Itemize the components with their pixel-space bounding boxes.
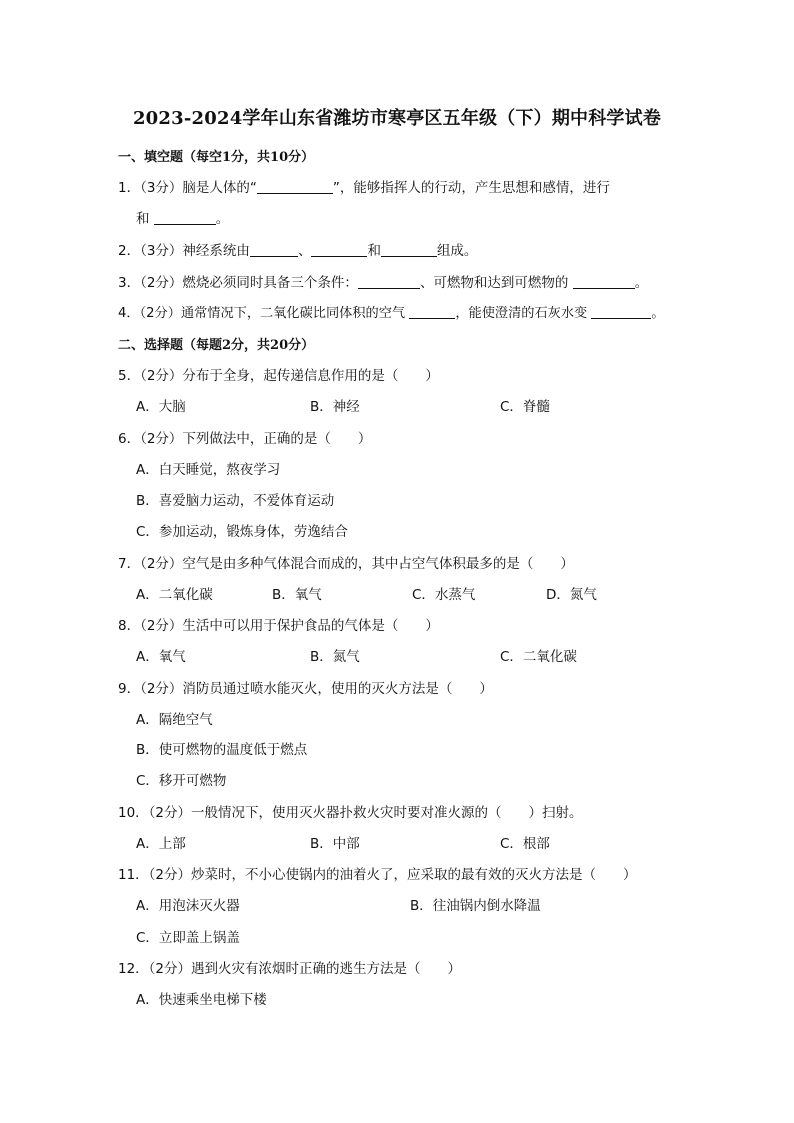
q9-option-c[interactable]: C．移开可燃物 — [136, 773, 227, 789]
q8-option-b[interactable]: B．氮气 — [310, 649, 360, 665]
q5-option-c[interactable]: C．脊髓 — [500, 399, 550, 415]
q7-option-c[interactable]: C．水蒸气 — [412, 587, 476, 603]
q2-text-d: 组成。 — [436, 243, 478, 259]
q5-option-b[interactable]: B．神经 — [310, 399, 360, 415]
q7-option-b[interactable]: B．氧气 — [272, 587, 322, 603]
q4-text-b: ，能使澄清的石灰水变 — [455, 306, 588, 321]
q10-option-c[interactable]: C．根部 — [500, 836, 550, 852]
q8-option-c[interactable]: C．二氧化碳 — [500, 649, 577, 665]
page-title: 2023-2024学年山东省潍坊市寒亭区五年级（下）期中科学试卷 — [132, 108, 662, 129]
q4-text-a: 4．（2分）通常情况下，二氧化碳比同体积的空气 — [118, 306, 406, 321]
question-11: 11．（2分）炒菜时，不小心使锅内的油着火了，应采取的最有效的灭火方法是（ ） — [118, 867, 637, 883]
q2-blank-1[interactable] — [250, 242, 298, 257]
q1-blank-2[interactable] — [154, 210, 216, 225]
q6-option-c[interactable]: C．参加运动，锻炼身体，劳逸结合 — [136, 524, 348, 540]
q4-text-c: 。 — [651, 306, 665, 321]
q2-text-b: 、 — [297, 243, 312, 259]
q1-text-c: 和 — [136, 211, 150, 227]
question-9: 9．（2分）消防员通过喷水能灭火，使用的灭火方法是（ ） — [118, 681, 493, 697]
q9-option-a[interactable]: A．隔绝空气 — [136, 712, 213, 728]
section-fill-blank: 一、填空题（每空1分，共10分） — [118, 150, 315, 165]
question-8: 8．（2分）生活中可以用于保护食品的气体是（ ） — [118, 618, 439, 634]
q10-option-b[interactable]: B．中部 — [310, 836, 360, 852]
q12-option-a[interactable]: A．快速乘坐电梯下楼 — [136, 992, 267, 1008]
q1-blank-1[interactable] — [257, 179, 333, 194]
question-12: 12．（2分）遇到火灾有浓烟时正确的逃生方法是（ ） — [118, 961, 462, 977]
question-2 — [118, 239, 477, 259]
q6-option-b[interactable]: B．喜爱脑力运动，不爱体育运动 — [136, 493, 335, 509]
question-7: 7．（2分）空气是由多种气体混合而成的，其中占空气体积最多的是（ ） — [118, 556, 574, 572]
q11-option-a[interactable]: A．用泡沫灭火器 — [136, 898, 240, 914]
question-6: 6．（2分）下列做法中，正确的是（ ） — [118, 431, 372, 447]
q7-option-d[interactable]: D．氮气 — [546, 587, 597, 603]
q3-blank-2[interactable] — [573, 274, 635, 289]
q2-blank-2[interactable] — [311, 242, 367, 257]
q1-text-a: 1．（3分）脑是人体的“ — [118, 180, 257, 196]
q7-option-a[interactable]: A．二氧化碳 — [136, 587, 213, 603]
question-5: 5．（2分）分布于全身，起传递信息作用的是（ ） — [118, 368, 439, 384]
question-10: 10．（2分）一般情况下，使用灭火器扑救火灾时要对准火源的（ ）扫射。 — [118, 805, 583, 821]
q8-option-a[interactable]: A．氧气 — [136, 649, 186, 665]
section-choice: 二、选择题（每题2分，共20分） — [118, 338, 315, 353]
q10-option-a[interactable]: A．上部 — [136, 836, 186, 852]
q4-blank-1[interactable] — [409, 304, 455, 319]
q6-option-a[interactable]: A．白天睡觉，熬夜学习 — [136, 462, 281, 478]
question-1-cont — [136, 207, 229, 227]
q11-option-c[interactable]: C．立即盖上锅盖 — [136, 930, 240, 946]
q9-option-b[interactable]: B．使可燃物的温度低于燃点 — [136, 742, 308, 758]
question-1 — [118, 176, 610, 196]
q5-option-a[interactable]: A．大脑 — [136, 399, 186, 415]
q2-blank-3[interactable] — [381, 242, 437, 257]
q3-blank-1[interactable] — [358, 274, 420, 289]
q3-text-c: 。 — [634, 275, 649, 291]
q3-text-b: 、可燃物和达到可燃物的 — [419, 275, 569, 291]
q11-option-b[interactable]: B．往油锅内倒水降温 — [410, 898, 541, 914]
question-4 — [118, 302, 665, 321]
q2-text-c: 和 — [367, 243, 381, 259]
q1-text-d: 。 — [215, 211, 230, 227]
q2-text-a: 2．（3分）神经系统由 — [118, 243, 250, 259]
q1-text-b: ”，能够指挥人的行动，产生思想和感情，进行 — [332, 180, 610, 196]
q4-blank-2[interactable] — [591, 304, 651, 319]
question-3 — [118, 271, 648, 291]
q3-text-a: 3．（2分）燃烧必须同时具备三个条件： — [118, 275, 358, 291]
